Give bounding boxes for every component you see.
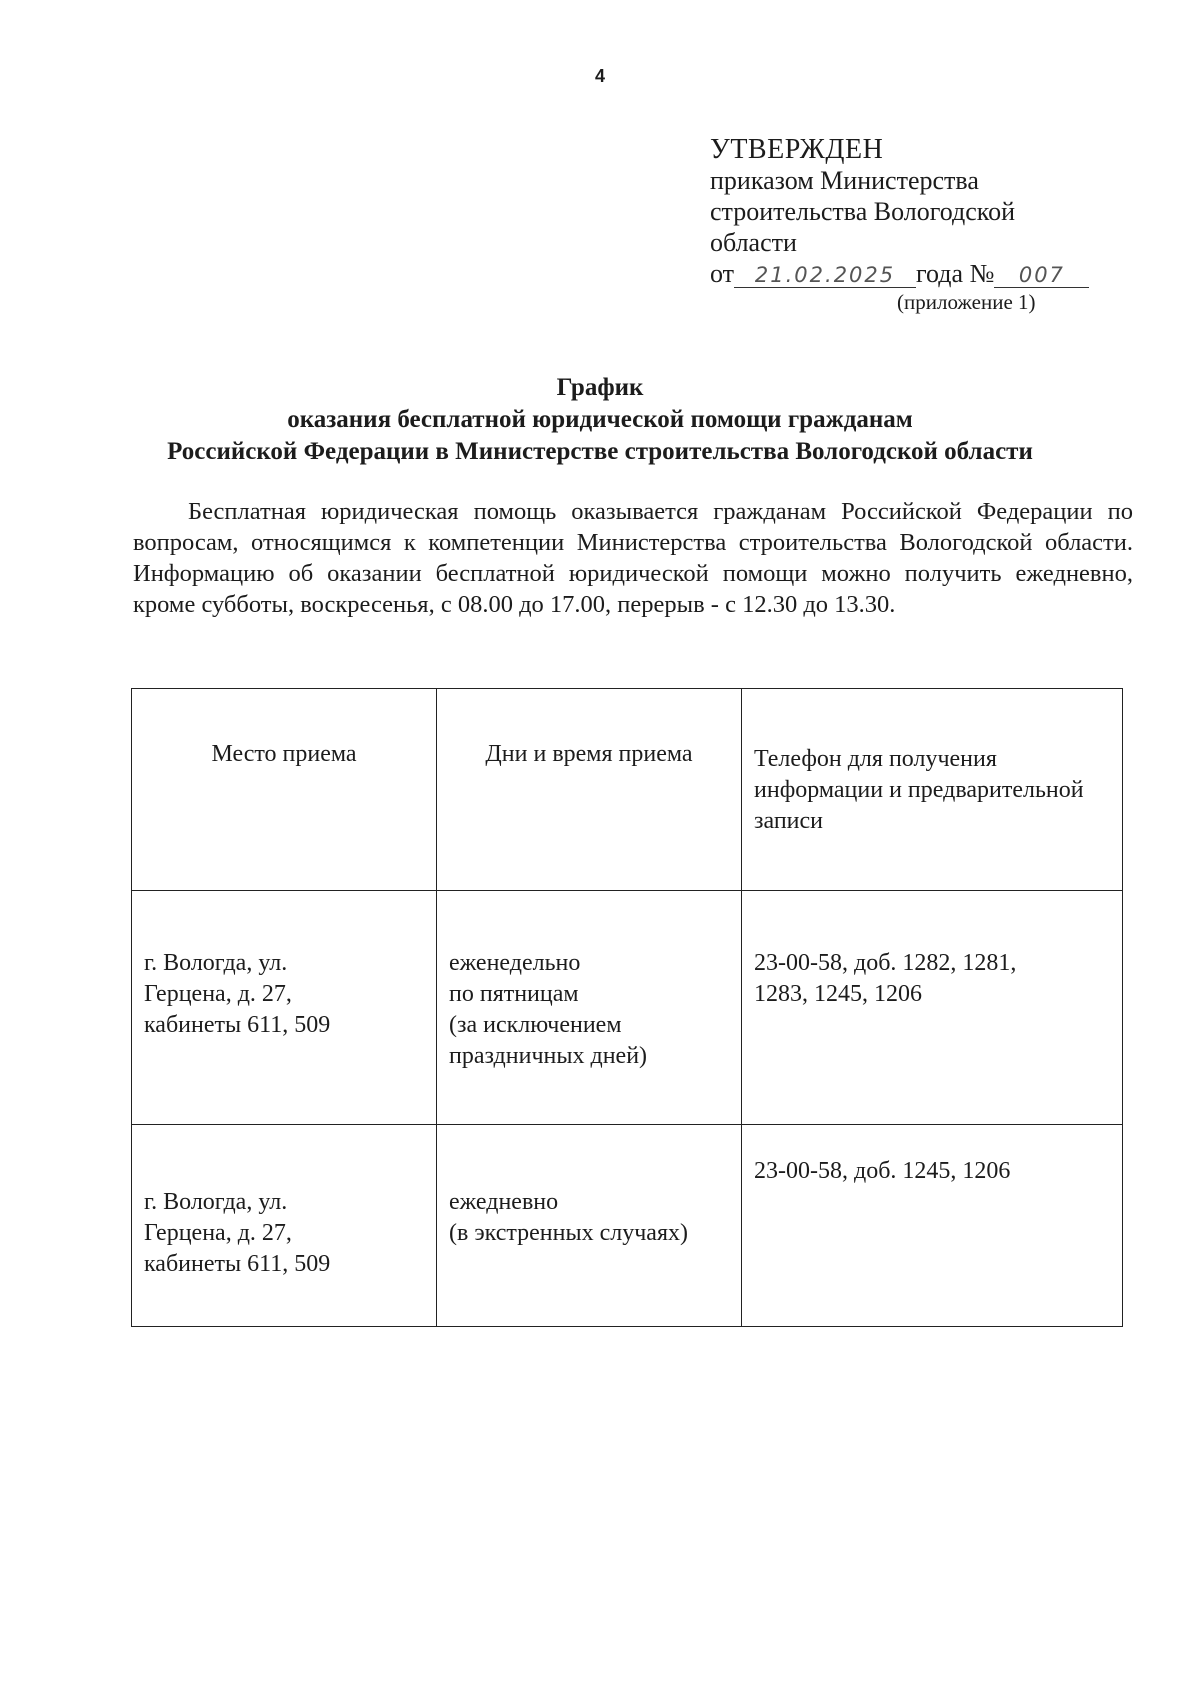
cell-line: (за исключением: [449, 1012, 622, 1038]
header-phone: Телефон для получения информации и предварительной записи: [742, 689, 1123, 891]
approval-line-3: области: [710, 228, 797, 257]
intro-paragraph: Бесплатная юридическая помощь оказывается гражданам Российской Федерации по вопросам, относящимся к компетенции Министерства строительства Вологодской области. Информацию об оказании бесплатной юридической помощи можно получить ежедневно, кроме субботы, воскресенья, с 08.00 до 17.00, перерыв - с 12.30 до 13.30.: [133, 498, 1133, 618]
cell-line: Герцена, д. 27,: [144, 981, 292, 1007]
title-line-1: График: [556, 374, 644, 401]
handwritten-order-number: 007: [994, 263, 1089, 288]
cell-line: (в экстренных случаях): [449, 1220, 688, 1246]
table-header-row: [132, 689, 1123, 891]
cell-place: [132, 1125, 437, 1327]
cell-line: ежедневно: [449, 1189, 559, 1215]
header-place: Место приема: [132, 689, 437, 891]
cell-schedule: [437, 891, 742, 1125]
cell-line: по пятницам: [449, 981, 579, 1007]
cell-line: кабинеты 611, 509: [144, 1251, 331, 1277]
cell-line: Герцена, д. 27,: [144, 1220, 292, 1246]
document-title: [0, 372, 1200, 468]
table-row: [132, 1125, 1123, 1327]
table-row: [132, 891, 1123, 1125]
year-label: года №: [916, 259, 995, 288]
approval-stamp: УТВЕРЖДЕН: [710, 134, 884, 165]
cell-phone: [742, 891, 1123, 1125]
cell-line: кабинеты 611, 509: [144, 1012, 331, 1038]
cell-line: еженедельно: [449, 950, 581, 976]
appendix-label: (приложение 1): [897, 290, 1036, 314]
approval-line-1: приказом Министерства: [710, 166, 979, 195]
cell-line: г. Вологда, ул.: [144, 1189, 288, 1215]
cell-line: 23-00-58, доб. 1245, 1206: [754, 1158, 1011, 1184]
cell-schedule: [437, 1125, 742, 1327]
page-number: 4: [594, 66, 605, 86]
cell-place: [132, 891, 437, 1125]
cell-phone: [742, 1125, 1123, 1327]
approval-block: [710, 134, 1089, 315]
cell-line: г. Вологда, ул.: [144, 950, 288, 976]
cell-line: 23-00-58, доб. 1282, 1281,: [754, 950, 1017, 976]
title-line-2: оказания бесплатной юридической помощи гражданам: [287, 406, 913, 433]
schedule-table: [131, 688, 1123, 1327]
approval-date-line: [710, 258, 1089, 289]
date-prefix: от: [710, 259, 735, 288]
handwritten-date: 21.02.2025: [734, 263, 916, 288]
header-schedule: Дни и время приема: [437, 689, 742, 891]
cell-line: 1283, 1245, 1206: [754, 981, 922, 1007]
approval-line-2: строительства Вологодской: [710, 197, 1015, 226]
cell-line: праздничных дней): [449, 1043, 648, 1069]
title-line-3: Российской Федерации в Министерстве строительства Вологодской области: [167, 438, 1033, 465]
